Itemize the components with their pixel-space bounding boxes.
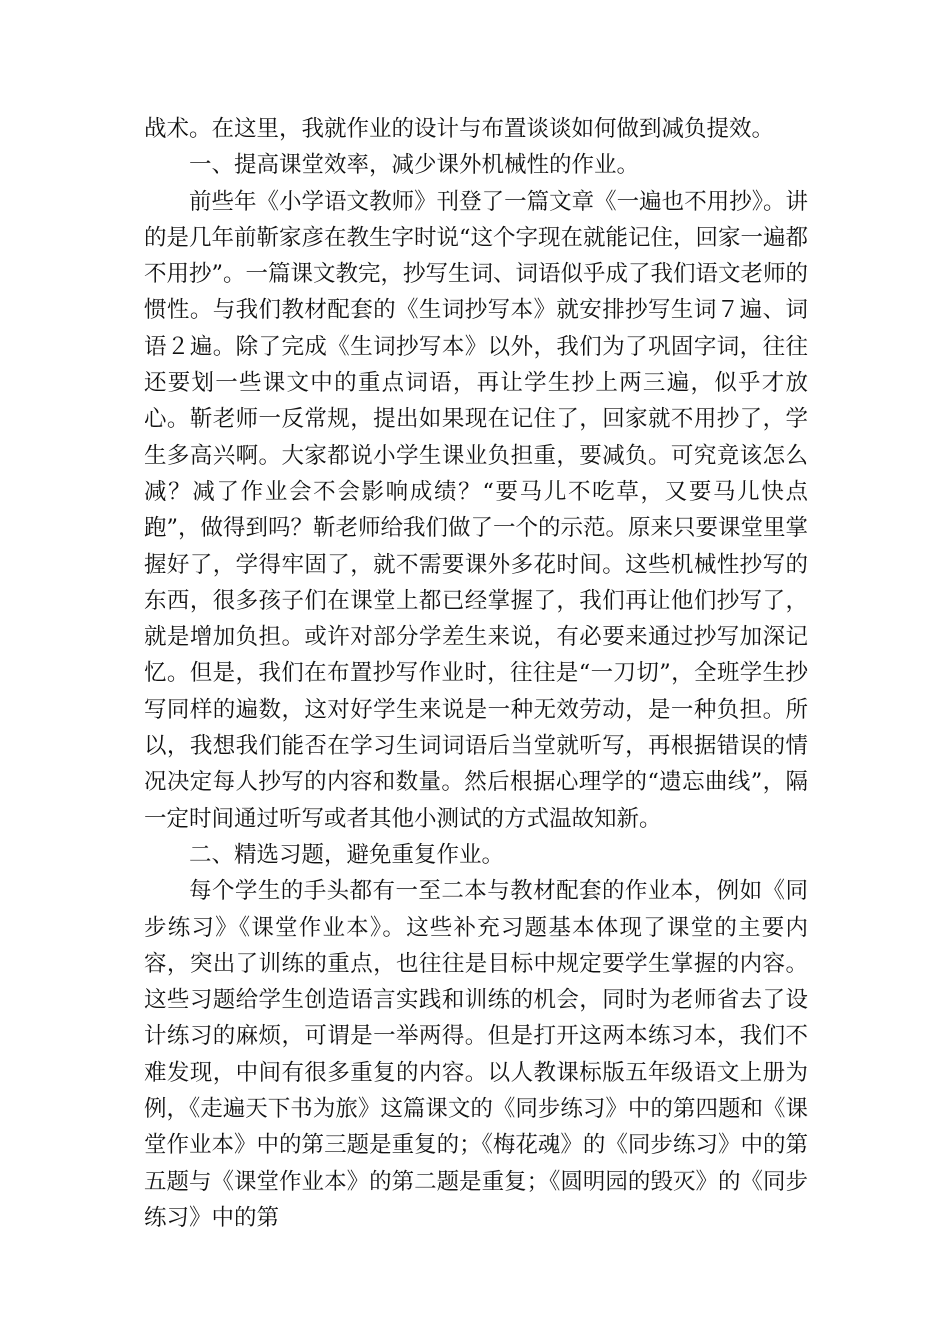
section-heading-2: 二、精选习题，避免重复作业。 [189,841,505,868]
paragraph-body-1: 前些年《小学语文教师》刊登了一篇文章《一遍也不用抄》。讲的是几年前靳家彦在教生字时说“这个字现在就能记住，回家一遍都不用抄”。一篇课文教完，抄写生词、词语似乎成了我们语文老师的惯性。与我们教材配套的《生词抄写本》就安排抄写生词７遍、词语２遍。除了完成《生词抄写本》以外，我们为了巩固字词，往往还要划一些课文中的重点词语，再让学生抄上两三遍，似乎才放心。靳老师一反常规，提出如果现在记住了，回家就不用抄了，学生多高兴啊。大家都说小学生课业负担重，要减负。可究竟该怎么减？减了作业会不会影响成绩？“要马儿不吃草，又要马儿快点跑”，做得到吗？靳老师给我们做了一个的示范。原来只要课堂里掌握好了，学得牢固了，就不需要课外多花时间。这些机械性抄写的东西，很多孩子们在课堂上都已经掌握了，我们再让他们抄写了，就是增加负担。或许对部分学差生来说，有必要来通过抄写加深记忆。但是，我们在布置抄写作业时，往往是“一刀切”，全班学生抄写同样的遍数，这对好学生来说是一种无效劳动，是一种负担。所以，我想我们能否在学习生词词语后当堂就听写，再根据错误的情况决定每人抄写的内容和数量。然后根据心理学的“遗忘曲线”，隔一定时间通过听写或者其他小测试的方式温故知新。 [144,188,809,832]
paragraph-continuation: 战术。在这里，我就作业的设计与布置谈谈如何做到减负提效。 [144,116,775,142]
document-body [144,111,808,1236]
section-heading-1: 一、提高课堂效率，减少课外机械性的作业。 [189,152,640,179]
paragraph-body-2: 每个学生的手头都有一至二本与教材配套的作业本，例如《同步练习》《课堂作业本》。这些补充习题基本体现了课堂的主要内容，突出了训练的重点，也往往是目标中规定要学生掌握的内容。这些习题给学生创造语言实践和训练的机会，同时为老师省去了设计练习的麻烦，可谓是一举两得。但是打开这两本练习本，我们不难发现，中间有很多重复的内容。以人教课标版五年级语文上册为例，《走遍天下书为旅》这篇课文的《同步练习》中的第四题和《课堂作业本》中的第三题是重复的；《梅花魂》的《同步练习》中的第五题与《课堂作业本》的第二题是重复；《圆明园的毁灭》的《同步练习》中的第 [144,878,808,1231]
